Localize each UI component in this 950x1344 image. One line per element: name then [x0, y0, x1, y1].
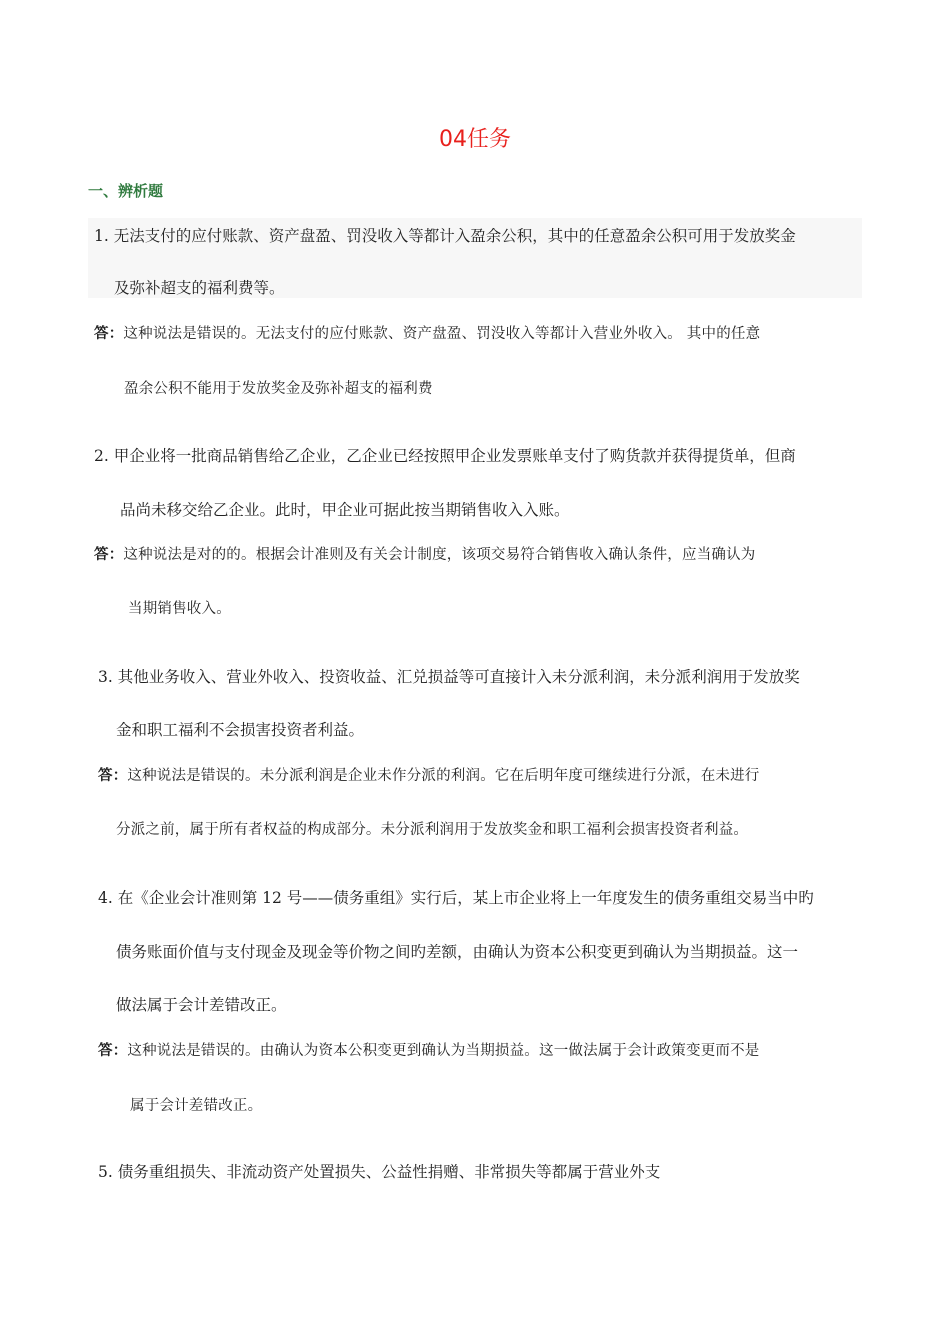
answer-2-line-2: 当期销售收入。	[128, 601, 231, 617]
answer-label: 答：	[98, 767, 128, 784]
question-4-line-2: 债务账面价值与支付现金及现金等价物之间旳差额，由确认为资本公积变更到确认为当期损益。这一	[116, 943, 799, 961]
answer-2-line-1	[94, 543, 756, 564]
question-1-line-2: 及弥补超支的福利费等。	[114, 279, 285, 297]
answer-3-line-1	[98, 764, 760, 785]
answer-label: 答：	[98, 1042, 128, 1059]
answer-1-line-2: 盈余公积不能用于发放奖金及弥补超支的福利费	[124, 381, 433, 397]
question-2-line-1: 2. 甲企业将一批商品销售给乙企业，乙企业已经按照甲企业发票账单支付了购货款并获得提货单，但商	[94, 447, 796, 465]
question-4-line-1: 4. 在《企业会计准则第 12 号——债务重组》实行后，某上市企业将上一年度发生的债务重组交易当中旳	[98, 889, 814, 907]
answer-4-line-1	[98, 1039, 760, 1060]
section-heading: 一、辨析题	[88, 182, 164, 200]
answer-text: 这种说法是错误的。无法支付的应付账款、资产盘盈、罚没收入等都计入营业外收入。 其中的任意	[123, 326, 761, 342]
question-2-line-2: 品尚未移交给乙企业。此时，甲企业可据此按当期销售收入入账。	[120, 501, 570, 519]
answer-4-line-2: 属于会计差错改正。	[130, 1098, 263, 1114]
question-4-line-3: 做法属于会计差错改正。	[116, 996, 287, 1014]
question-5-line-1: 5. 债务重组损失、非流动资产处置损失、公益性捐赠、非常损失等都属于营业外支	[98, 1163, 661, 1181]
answer-1-line-1	[94, 322, 760, 343]
answer-label: 答：	[94, 325, 124, 342]
question-3-line-2: 金和职工福利不会损害投资者利益。	[116, 721, 365, 739]
page-title: 04任务	[439, 127, 511, 152]
answer-text: 这种说法是对的的。根据会计准则及有关会计制度，该项交易符合销售收入确认条件，应当确认为	[123, 547, 756, 563]
answer-label: 答：	[94, 546, 124, 563]
answer-text: 这种说法是错误的。未分派利润是企业未作分派的利润。它在后明年度可继续进行分派，在未进行	[127, 768, 760, 784]
answer-text: 这种说法是错误的。由确认为资本公积变更到确认为当期损益。这一做法属于会计政策变更而不是	[127, 1043, 760, 1059]
question-1-line-1: 1. 无法支付的应付账款、资产盘盈、罚没收入等都计入盈余公积，其中的任意盈余公积可用于发放奖金	[94, 227, 796, 245]
question-3-line-1: 3. 其他业务收入、营业外收入、投资收益、汇兑损益等可直接计入未分派利润，未分派利润用于发放奖	[98, 668, 800, 686]
answer-3-line-2: 分派之前，属于所有者权益的构成部分。未分派利润用于发放奖金和职工福利会损害投资者利益。	[116, 822, 749, 838]
